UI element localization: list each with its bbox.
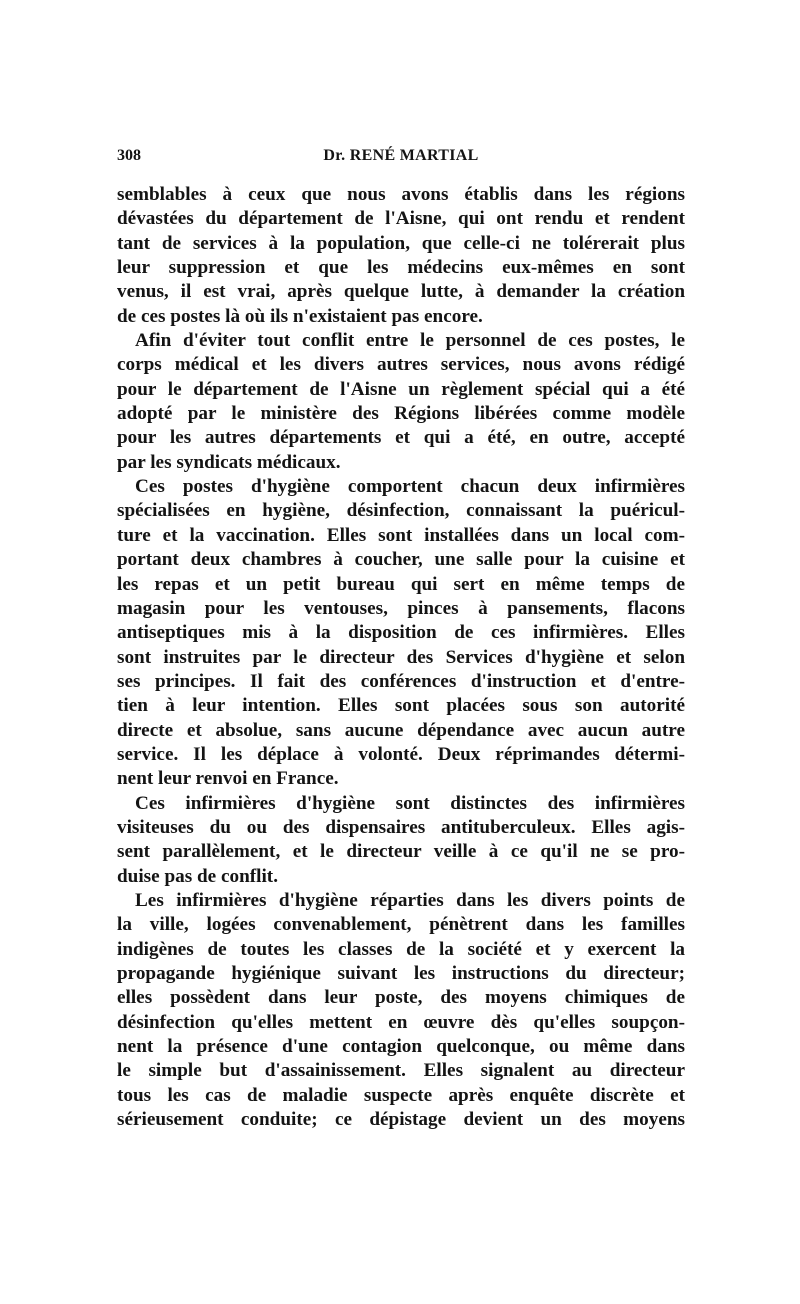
text-line: ses principes. Il fait des conférences d'instruction et d'entre-	[117, 670, 685, 692]
text-line: tien à leur intention. Elles sont placées sous son autorité	[117, 695, 685, 717]
text-line: magasin pour les ventouses, pinces à pansements, flacons	[117, 597, 685, 619]
text-line: portant deux chambres à coucher, une salle pour la cuisine et	[117, 549, 685, 571]
body-text	[117, 183, 685, 1132]
text-line: spécialisées en hygiène, désinfection, connaissant la puéricul-	[117, 500, 685, 522]
text-line: propagande hygiénique suivant les instructions du directeur;	[117, 963, 685, 984]
text-line: pour le département de l'Aisne un règlement spécial qui a été	[117, 378, 685, 400]
text-line: Ces infirmières d'hygiène sont distinctes des infirmières	[135, 792, 685, 814]
text-line: la ville, logées convenablement, pénètrent dans les familles	[117, 914, 685, 936]
text-line: Les infirmières d'hygiène réparties dans les divers points de	[135, 889, 685, 911]
text-line: corps médical et les divers autres services, nous avons rédigé	[117, 354, 685, 376]
text-line: pour les autres départements et qui a été, en outre, accepté	[117, 427, 685, 449]
text-line: visiteuses du ou des dispensaires antituberculeux. Elles agis-	[117, 816, 685, 838]
text-line: elles possèdent dans leur poste, des moyens chimiques de	[117, 987, 685, 1009]
text-line: Afin d'éviter tout conflit entre le personnel de ces postes, le	[135, 330, 685, 352]
text-line: nent leur renvoi en France.	[117, 768, 339, 790]
text-line: les repas et un petit bureau qui sert en même temps de	[117, 573, 685, 595]
text-line: dévastées du département de l'Aisne, qui ont rendu et rendent	[117, 208, 685, 230]
page-number: 308	[117, 147, 141, 164]
text-line: indigènes de toutes les classes de la société et y exercent la	[117, 938, 685, 960]
book-page	[117, 0, 685, 1304]
text-line: Ces postes d'hygiène comportent chacun deux infirmières	[135, 476, 685, 498]
text-line: venus, il est vrai, après quelque lutte, à demander la création	[117, 281, 685, 303]
text-line: nent la présence d'une contagion quelconque, ou même dans	[117, 1036, 685, 1058]
text-line: sent parallèlement, et le directeur veille à ce qu'il ne se pro-	[117, 841, 685, 863]
text-line: tous les cas de maladie suspecte après enquête discrète et	[117, 1084, 685, 1106]
text-line: duise pas de conflit.	[117, 865, 278, 887]
running-title: Dr. RENÉ MARTIAL	[323, 147, 479, 164]
text-line: semblables à ceux que nous avons établis dans les régions	[117, 184, 685, 205]
text-line: leur suppression et que les médecins eux-mêmes en sont	[117, 257, 685, 279]
text-line: par les syndicats médicaux.	[117, 451, 341, 473]
text-line: ture et la vaccination. Elles sont installées dans un local com-	[117, 524, 685, 546]
text-line: service. Il les déplace à volonté. Deux réprimandes détermi-	[117, 743, 685, 765]
text-line: directe et absolue, sans aucune dépendance avec aucun autre	[117, 719, 685, 741]
text-line: tant de services à la population, que celle-ci ne tolérerait plus	[117, 232, 685, 254]
text-line: adopté par le ministère des Régions libérées comme modèle	[117, 403, 685, 425]
text-line: antiseptiques mis à la disposition de ces infirmières. Elles	[117, 622, 685, 644]
text-line: le simple but d'assainissement. Elles signalent au directeur	[117, 1060, 685, 1082]
text-line: sont instruites par le directeur des Services d'hygiène et selon	[117, 646, 685, 668]
text-line: de ces postes là où ils n'existaient pas encore.	[117, 305, 483, 327]
running-head	[117, 147, 685, 171]
text-line: désinfection qu'elles mettent en œuvre dès qu'elles soupçon-	[117, 1011, 685, 1033]
text-line: sérieusement conduite; ce dépistage devient un des moyens	[117, 1109, 685, 1131]
